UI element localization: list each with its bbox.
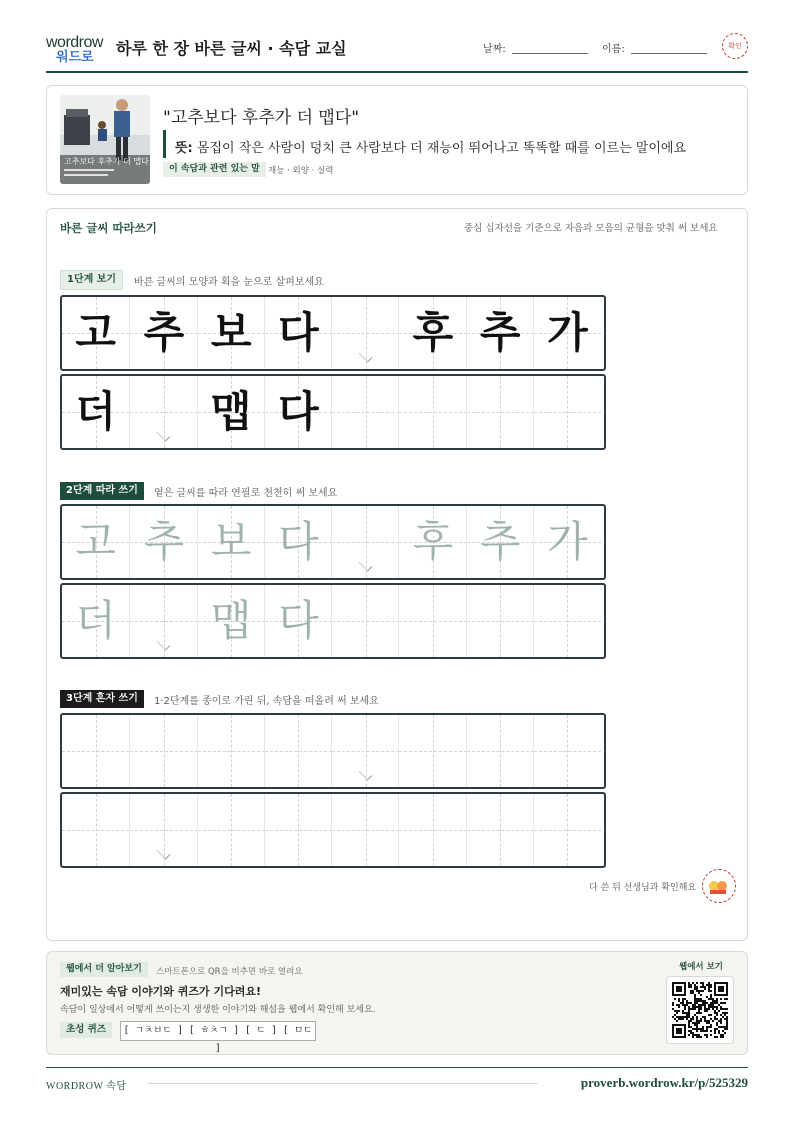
wordrow-logo: wordrow 워드로 [46, 34, 103, 65]
grid-cell[interactable] [331, 794, 399, 866]
footer-url[interactable]: proverb.wordrow.kr/p/525329 [580, 1075, 748, 1090]
teacher-confirm-text: 다 쓴 뒤 선생님과 확인해요 [589, 883, 697, 893]
grid-cell[interactable] [398, 585, 466, 657]
grid-cell[interactable] [129, 506, 197, 578]
grid-cell [264, 297, 332, 369]
teacher-stamp-icon [702, 869, 736, 903]
qr-code[interactable] [666, 976, 734, 1044]
grid-cell[interactable] [197, 506, 265, 578]
grid-cell[interactable] [533, 506, 601, 578]
grid-cell [197, 376, 265, 448]
grid-cell[interactable] [533, 585, 601, 657]
footer-line [148, 1083, 538, 1084]
grid-cell[interactable] [466, 506, 534, 578]
grid-cell[interactable] [533, 794, 601, 866]
related-badge: 이 속담과 관련 있는 말 [163, 162, 266, 177]
grid-cell [466, 376, 534, 448]
grid-character: 보 [210, 517, 252, 566]
practice-hint: 중심 십자선을 기준으로 자음과 모음의 균형을 맞춰 써 보세요 [464, 223, 718, 234]
name-field[interactable] [631, 53, 707, 54]
grid-cell [533, 297, 601, 369]
grid-cell[interactable] [129, 715, 197, 787]
quiz-label: 초성 퀴즈 [60, 1022, 112, 1038]
step3-desc: 1·2단계를 종이로 가린 뒤, 속담을 떠올려 써 보세요 [154, 696, 379, 707]
grid-cell [129, 297, 197, 369]
writing-row[interactable] [60, 713, 606, 789]
date-label: 날짜: [483, 44, 506, 55]
grid-cell [533, 376, 601, 448]
header-divider [46, 71, 748, 73]
web-subtext: 속담이 일상에서 어떻게 쓰이는지 생생한 이야기와 해설을 웹에서 확인해 보세요. [60, 1005, 376, 1015]
proverb-illustration [60, 95, 150, 184]
footer-divider [46, 1067, 748, 1068]
proverb-meaning [175, 137, 686, 156]
grid-character: 다 [278, 308, 319, 357]
step2-badge: 2단계 따라 쓰기 [60, 482, 144, 500]
grid-cell[interactable] [398, 715, 466, 787]
grid-cell[interactable] [398, 794, 466, 866]
writing-row[interactable] [60, 504, 606, 580]
writing-row[interactable] [60, 792, 606, 868]
writing-row [60, 374, 606, 450]
grid-character: 맵 [210, 387, 252, 436]
grid-cell[interactable] [398, 506, 466, 578]
initial-consonant-quiz: [ ㄱㅊㅂㄷ ] [ ㅎㅊㄱ ] [ ㄷ ] [ ㅁㄷ ] [120, 1021, 316, 1041]
step2-desc: 옅은 글씨를 따라 연필로 천천히 써 보세요 [154, 488, 338, 499]
grid-cell [264, 376, 332, 448]
grid-character: 보 [210, 308, 252, 357]
grid-cell[interactable] [264, 794, 332, 866]
grid-cell[interactable] [466, 585, 534, 657]
grid-character: 가 [547, 308, 588, 357]
grid-cell [62, 297, 129, 369]
writing-row[interactable] [60, 583, 606, 659]
grid-cell [398, 297, 466, 369]
meaning-label: 뜻: [175, 141, 193, 156]
grid-character: 다 [278, 387, 319, 436]
grid-character: 더 [75, 387, 116, 436]
qr-label: 웹에서 보기 [679, 962, 724, 972]
grid-cell [398, 376, 466, 448]
grid-character: 후 [412, 308, 454, 357]
grid-character: 더 [75, 596, 116, 645]
grid-cell [197, 297, 265, 369]
grid-cell[interactable] [466, 794, 534, 866]
confirm-stamp-icon: 확인 [722, 33, 748, 59]
step1-desc: 바른 글씨의 모양과 획을 눈으로 살펴보세요 [134, 277, 324, 288]
meaning-accent-bar [163, 130, 166, 158]
step1-badge: 1단계 보기 [60, 270, 123, 290]
grid-cell[interactable] [331, 585, 399, 657]
grid-character: 추 [143, 308, 185, 357]
grid-character: 추 [479, 308, 521, 357]
grid-cell [62, 376, 129, 448]
grid-character: 다 [278, 596, 319, 645]
grid-cell[interactable] [466, 715, 534, 787]
web-hint: 스마트폰으로 QR을 비추면 바로 열려요 [156, 967, 303, 977]
grid-cell [466, 297, 534, 369]
grid-cell[interactable] [62, 715, 129, 787]
grid-cell[interactable] [197, 794, 265, 866]
related-tags: 재능 · 외양 · 실력 [268, 166, 334, 176]
page-title: 하루 한 장 바른 글씨 · 속담 교실 [116, 39, 347, 58]
grid-character: 가 [547, 517, 588, 566]
name-label: 이름: [602, 44, 625, 55]
thumb-caption: 고추보다 후추가 더 맵다 [64, 157, 149, 166]
grid-cell[interactable] [62, 585, 129, 657]
grid-cell[interactable] [197, 715, 265, 787]
grid-character: 후 [412, 517, 454, 566]
date-field[interactable] [512, 53, 588, 54]
grid-cell[interactable] [533, 715, 601, 787]
web-headline: 재미있는 속담 이야기와 퀴즈가 기다려요! [60, 985, 261, 998]
grid-cell [331, 376, 399, 448]
grid-character: 추 [143, 517, 185, 566]
grid-cell[interactable] [197, 585, 265, 657]
footer-brand: WORDROW 속담 [46, 1081, 127, 1092]
grid-cell[interactable] [62, 794, 129, 866]
grid-character: 고 [75, 308, 116, 357]
grid-character: 맵 [210, 596, 252, 645]
grid-character: 다 [278, 517, 319, 566]
meaning-text: 몸집이 작은 사람이 덩치 큰 사람보다 더 재능이 뛰어나고 똑똑할 때를 이르는 말이에요 [196, 141, 687, 156]
grid-cell[interactable] [264, 506, 332, 578]
grid-cell[interactable] [62, 506, 129, 578]
step3-badge: 3단계 혼자 쓰기 [60, 690, 144, 708]
grid-character: 추 [479, 517, 521, 566]
grid-cell[interactable] [264, 585, 332, 657]
grid-cell[interactable] [264, 715, 332, 787]
writing-row [60, 295, 606, 371]
grid-character: 고 [75, 517, 116, 566]
web-badge: 웹에서 더 알아보기 [60, 962, 148, 977]
proverb-title: "고추보다 후추가 더 맵다" [163, 108, 360, 128]
practice-title: 바른 글씨 따라쓰기 [60, 221, 157, 235]
